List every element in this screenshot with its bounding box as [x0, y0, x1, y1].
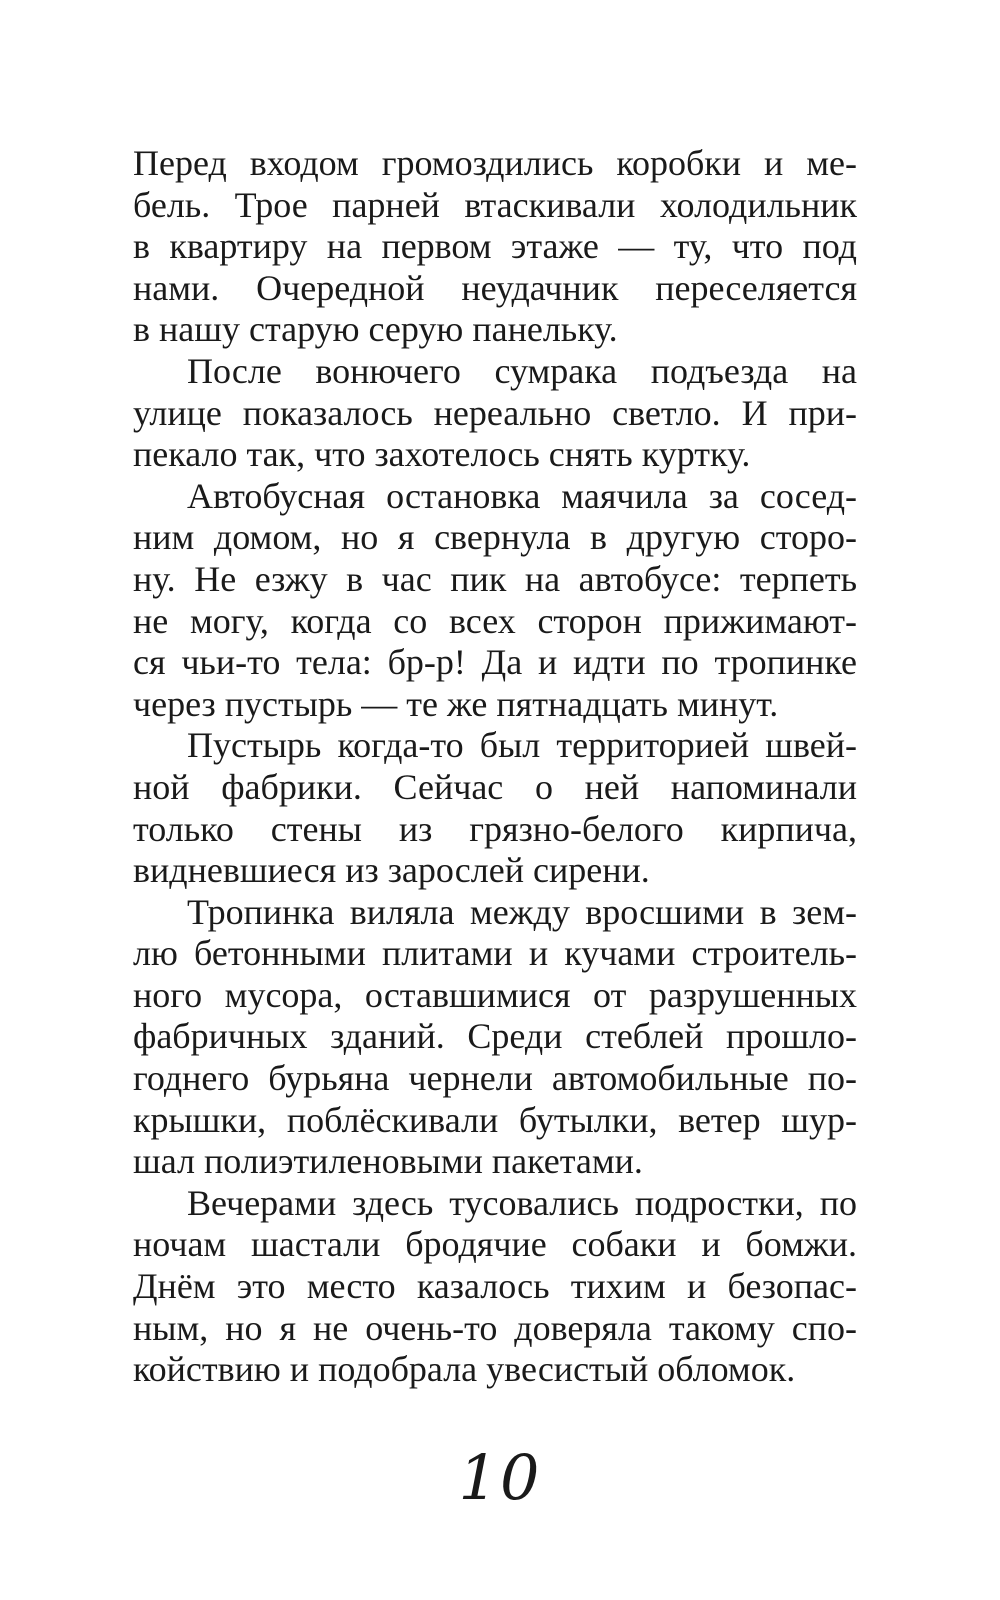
text-line: пекало так, что захотелось снять куртку. [133, 434, 751, 475]
text-line: ночам шастали бродячие собаки и бомжи. [133, 1224, 857, 1265]
text-line: фабричных зданий. Среди стеблей прошло- [133, 1016, 857, 1057]
text-line: ним домом, но я свернула в другую сторо- [133, 517, 857, 558]
text-line: шал полиэтиленовыми пакетами. [133, 1141, 643, 1182]
text-line: Перед входом громоздились коробки и ме- [133, 143, 857, 183]
text-line: После вонючего сумрака подъезда на [187, 350, 857, 391]
text-line: ной фабрики. Сейчас о ней напоминали [133, 766, 857, 807]
text-line: Автобусная остановка маячила за сосед- [187, 475, 857, 516]
text-line: в квартиру на первом этаже — ту, что под [133, 226, 857, 267]
text-line: нами. Очередной неудачник переселяется [133, 267, 857, 308]
text-line: ся чьи-то тела: бр-р! Да и идти по тропинке [133, 642, 857, 683]
text-line: улице показалось нереально светло. И при- [133, 392, 857, 433]
text-line: лю бетонными плитами и кучами строитель- [133, 933, 857, 974]
text-line: в нашу старую серую панельку. [133, 309, 618, 350]
text-line: ну. Не езжу в час пик на автобусе: терпеть [133, 558, 857, 599]
text-line: койствию и подобрала увесистый обломок. [133, 1349, 796, 1390]
page-number: 10 [458, 1441, 542, 1514]
text-line: ным, но я не очень-то доверяла такому спо- [133, 1307, 857, 1348]
text-line: Тропинка виляла между вросшими в зем- [187, 891, 857, 932]
text-line: через пустырь — те же пятнадцать минут. [133, 683, 779, 724]
text-line: Вечерами здесь тусовались подростки, по [187, 1182, 857, 1223]
text-line: бель. Трое парней втаскивали холодильник [133, 184, 857, 225]
body-text [133, 143, 857, 1391]
text-line: видневшиеся из зарослей сирени. [133, 850, 650, 891]
text-line: Пустырь когда-то был территорией швей- [187, 725, 857, 766]
text-line: только стены из грязно-белого кирпича, [133, 808, 857, 849]
text-line: годнего бурьяна чернели автомобильные по- [133, 1058, 857, 1099]
text-line: ного мусора, оставшимися от разрушенных [133, 974, 857, 1015]
text-line: Днём это место казалось тихим и безопас- [133, 1266, 857, 1307]
text-line: крышки, поблёскивали бутылки, ветер шур- [133, 1099, 857, 1140]
text-line: не могу, когда со всех сторон прижимают- [133, 600, 857, 641]
